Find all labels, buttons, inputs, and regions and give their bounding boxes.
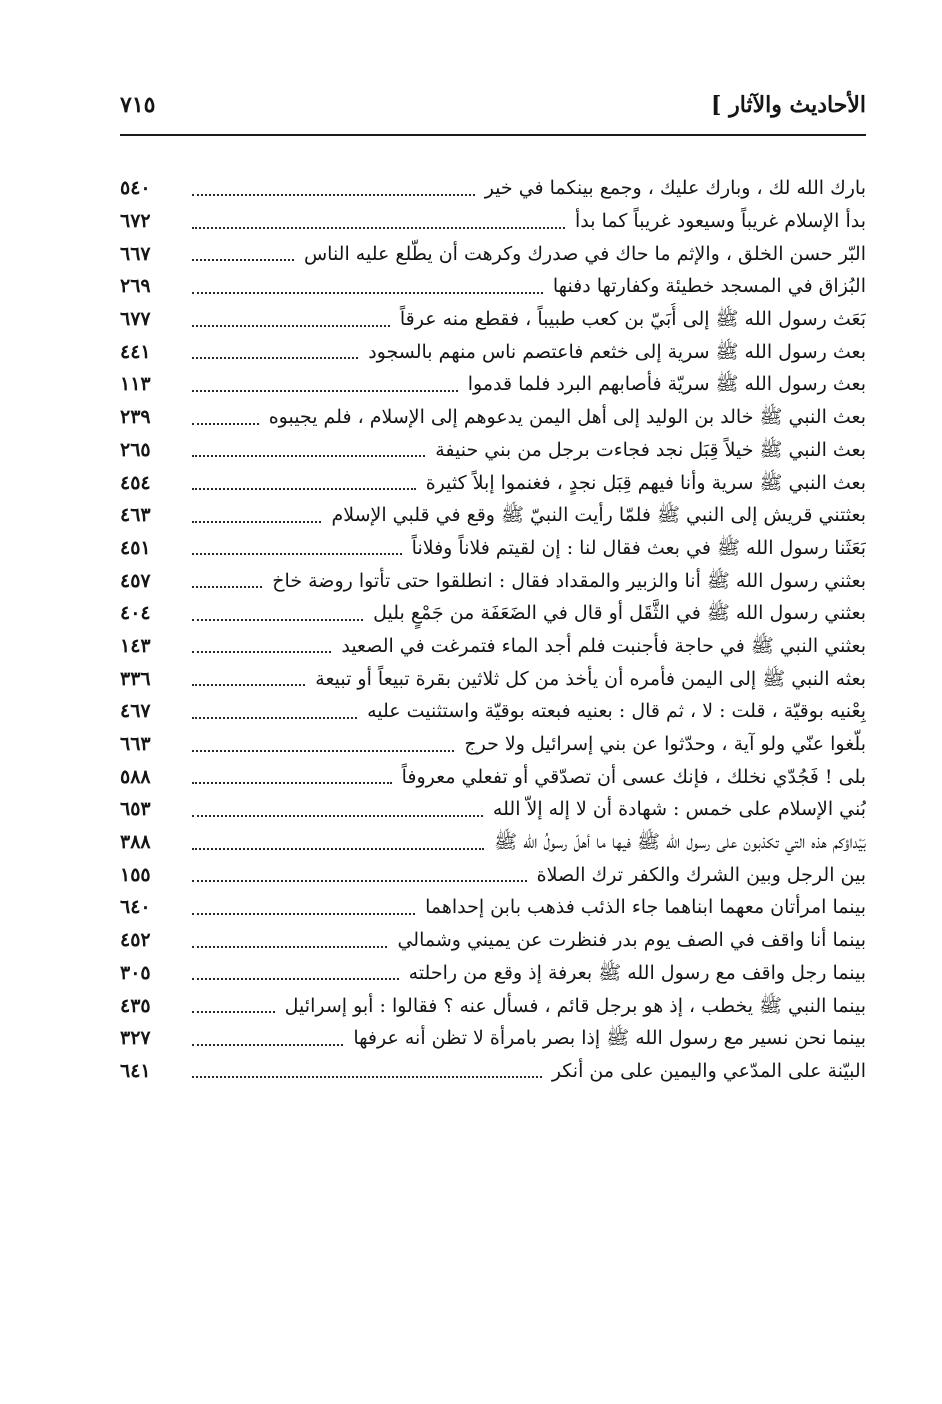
index-entry <box>120 466 866 499</box>
entry-text: بعث النبي ﷺ خالد بن الوليد إلى أهل اليمن يدعوهم إلى الإسلام ، فلم يجيبوه <box>268 406 866 429</box>
entry-page-number: ١٤٣ <box>120 634 151 657</box>
index-entry <box>120 957 866 990</box>
index-entry <box>120 303 866 336</box>
entry-page-number: ٤٦٧ <box>120 700 151 723</box>
dot-leader <box>192 618 363 621</box>
index-entry <box>120 924 866 957</box>
entry-page-number: ٦٦٣ <box>120 733 151 756</box>
index-entry <box>120 237 866 270</box>
entry-page-number: ٣٣٦ <box>120 667 151 690</box>
dot-leader <box>192 945 387 948</box>
index-entry <box>120 760 866 793</box>
entry-page-number: ٤٥١ <box>120 536 151 559</box>
entry-text: بينما نحن نسير مع رسول الله ﷺ إذا بصر بامرأة لا تظن أنه عرفها <box>353 1027 866 1050</box>
dot-leader <box>192 650 331 653</box>
dot-leader <box>192 1043 343 1046</box>
dot-leader <box>192 683 305 686</box>
dot-leader <box>192 977 399 980</box>
entry-text: بينما رجل واقف مع رسول الله ﷺ بعرفة إذ وقع من راحلته <box>408 961 866 984</box>
index-entry <box>120 335 866 368</box>
index-entry <box>120 270 866 303</box>
index-entry <box>120 368 866 401</box>
entry-text: بعثني النبي ﷺ في حاجة فأجنبت فلم أجد الماء فتمرغت في الصعيد <box>341 634 866 657</box>
index-entry <box>120 564 866 597</box>
entry-page-number: ٤٥٤ <box>120 471 151 494</box>
dot-leader <box>192 912 415 915</box>
entry-page-number: ٦٤٠ <box>120 896 151 919</box>
entry-text: بعثتني قريش إلى النبي ﷺ فلمّا رأيت النبيّ ﷺ وقع في قلبي الإسلام <box>331 504 866 527</box>
dot-leader <box>192 585 262 588</box>
index-entry <box>120 434 866 467</box>
entry-page-number: ٦٥٣ <box>120 798 151 821</box>
dot-leader <box>192 781 392 784</box>
entry-page-number: ٢٦٥ <box>120 438 151 461</box>
index-entry <box>120 1022 866 1055</box>
dot-leader <box>192 193 475 196</box>
index-entry <box>120 826 866 859</box>
index-entry <box>120 532 866 565</box>
entry-page-number: ٤٥٢ <box>120 929 151 952</box>
dot-leader <box>192 716 357 719</box>
entry-text: بَيْداؤكم هذه التي تكذبون على رسول الله ﷺ فيها ما أهلّ رسولُ الله ﷺ <box>494 831 866 854</box>
index-entry <box>120 891 866 924</box>
entry-page-number: ٤٤١ <box>120 340 151 363</box>
index-entry <box>120 793 866 826</box>
entry-page-number: ٦٦٧ <box>120 242 151 265</box>
dot-leader <box>192 389 458 392</box>
entry-page-number: ٦٧٧ <box>120 308 151 331</box>
dot-leader <box>192 422 259 425</box>
entry-text: بَعَثَنا رسول الله ﷺ في بعث فقال لنا : إن لقيتم فلاناً وفلاناً <box>411 536 866 559</box>
entry-text: بِعْنيه بوقيّة ، قلت : لا ، ثم قال : بعنيه فبعته بوقيّة واستثنيت عليه <box>367 700 866 723</box>
dot-leader <box>192 226 565 229</box>
dot-leader <box>192 291 543 294</box>
entry-text: البيّنة على المدّعي واليمين على من أنكر <box>551 1059 866 1082</box>
entry-page-number: ٦٤١ <box>120 1059 151 1082</box>
entry-page-number: ١١٣ <box>120 373 151 396</box>
index-entry <box>120 662 866 695</box>
entry-text: بعث النبي ﷺ خيلاً قِبَل نجد فجاءت برجل من بني حنيفة <box>435 438 866 461</box>
entry-text: بارك الله لك ، وبارك عليك ، وجمع بينكما في خير <box>484 177 866 200</box>
entry-text: بلّغوا عنّي ولو آية ، وحدّثوا عن بني إسرائيل ولا حرج <box>464 733 866 756</box>
entry-text: بعث رسول الله ﷺ سرية إلى خثعم فاعتصم ناس منهم بالسجود <box>368 340 866 363</box>
entry-text: بعثني رسول الله ﷺ في الثَّقَل أو قال في الضَعَفَة من جَمْعٍ بليل <box>373 602 866 625</box>
dot-leader <box>192 487 416 490</box>
entry-text: البُزاق في المسجد خطيئة وكفارتها دفنها <box>552 275 866 298</box>
entry-text: بُني الإسلام على خمس : شهادة أن لا إله إلاّ الله <box>492 798 866 821</box>
dot-leader <box>192 454 425 457</box>
entry-page-number: ١٥٥ <box>120 863 151 886</box>
page-number: ٧١٥ <box>120 92 156 118</box>
index-entry <box>120 172 866 205</box>
entry-page-number: ٤٦٣ <box>120 504 151 527</box>
dot-leader <box>192 749 454 752</box>
entry-text: بينما أنا واقف في الصف يوم بدر فنظرت عن يميني وشمالي <box>397 929 866 952</box>
dot-leader <box>192 520 321 523</box>
entry-page-number: ٤٥٧ <box>120 569 151 592</box>
entry-text: بلى ! فَجُدّي نخلك ، فإنك عسى أن تصدّقي أو تفعلي معروفاً <box>401 765 866 788</box>
dot-leader <box>192 847 484 850</box>
index-entry <box>120 630 866 663</box>
entry-text: البّر حسن الخلق ، والإثم ما حاك في صدرك وكرهت أن يطّلع عليه الناس <box>303 242 866 265</box>
entry-page-number: ٣٨٨ <box>120 831 151 854</box>
dot-leader <box>192 324 390 327</box>
index-entry <box>120 1055 866 1088</box>
index-entry <box>120 728 866 761</box>
entry-page-number: ٣٢٧ <box>120 1027 151 1050</box>
index-entry <box>120 499 866 532</box>
page-header <box>120 90 866 126</box>
dot-leader <box>192 1010 275 1013</box>
entry-page-number: ٢٣٩ <box>120 406 151 429</box>
index-entry <box>120 989 866 1022</box>
entry-page-number: ٥٨٨ <box>120 765 151 788</box>
entry-text: بين الرجل وبين الشرك والكفر ترك الصلاة <box>536 863 866 886</box>
dot-leader <box>192 879 527 882</box>
entry-page-number: ٣٠٥ <box>120 961 151 984</box>
index-entry <box>120 695 866 728</box>
index-list <box>120 172 866 1087</box>
running-title: الأحاديث والآثار ] <box>711 92 866 118</box>
entry-text: بدأ الإسلام غريباً وسيعود غريباً كما بدأ <box>574 210 866 233</box>
entry-text: بينما النبي ﷺ يخطب ، إذ هو برجل قائم ، فسأل عنه ؟ فقالوا : أبو إسرائيل <box>284 994 866 1017</box>
entry-page-number: ٦٧٢ <box>120 210 151 233</box>
dot-leader <box>192 356 358 359</box>
index-entry <box>120 858 866 891</box>
header-rule <box>120 134 866 136</box>
dot-leader <box>192 814 483 817</box>
index-entry <box>120 205 866 238</box>
entry-page-number: ٢٦٩ <box>120 275 151 298</box>
index-entry <box>120 597 866 630</box>
dot-leader <box>192 552 402 555</box>
dot-leader <box>192 258 294 261</box>
entry-text: بعث رسول الله ﷺ سريّة فأصابهم البرد فلما قدموا <box>467 373 866 396</box>
entry-text: بعثه النبي ﷺ إلى اليمن فأمره أن يأخذ من كل ثلاثين بقرة تبيعاً أو تبيعة <box>315 667 866 690</box>
entry-page-number: ٤٠٤ <box>120 602 151 625</box>
entry-text: بعثني رسول الله ﷺ أنا والزبير والمقداد فقال : انطلقوا حتى تأتوا روضة خاخ <box>272 569 866 592</box>
entry-text: بَعَث رسول الله ﷺ إلى أُبَيّ بن كعب طبيباً ، فقطع منه عرقاً <box>399 308 866 331</box>
entry-page-number: ٤٣٥ <box>120 994 151 1017</box>
dot-leader <box>192 1075 542 1078</box>
entry-text: بينما امرأتان معهما ابناهما جاء الذئب فذهب بابن إحداهما <box>425 896 866 919</box>
index-entry <box>120 401 866 434</box>
entry-page-number: ٥٤٠ <box>120 177 151 200</box>
entry-text: بعث النبي ﷺ سرية وأنا فيهم قِبَل نجدٍ ، فغنموا إبلاً كثيرة <box>425 471 866 494</box>
